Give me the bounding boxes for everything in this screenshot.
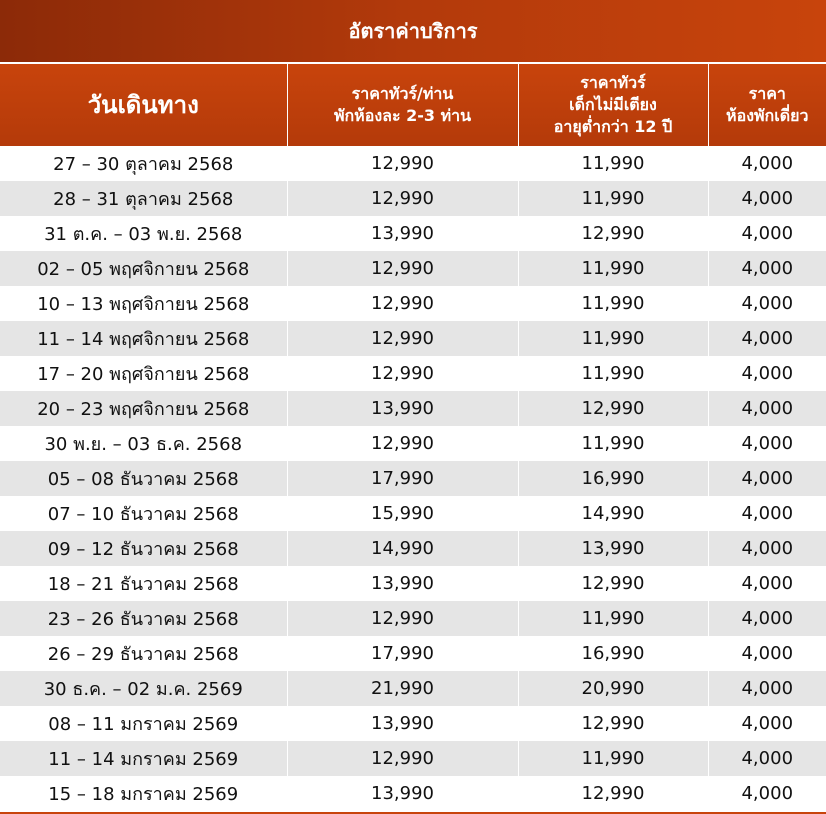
cell-travel-date: 28 – 31 ตุลาคม 2568: [0, 181, 287, 216]
table-row: [0, 566, 826, 601]
cell-adult-price: 12,990: [287, 321, 518, 356]
cell-travel-date: 18 – 21 ธันวาคม 2568: [0, 566, 287, 601]
cell-travel-date: 11 – 14 พฤศจิกายน 2568: [0, 321, 287, 356]
cell-travel-date: 02 – 05 พฤศจิกายน 2568: [0, 251, 287, 286]
table-row: [0, 356, 826, 391]
cell-child-price: 11,990: [518, 321, 708, 356]
header-child-price: [518, 64, 708, 146]
header-date: วันเดินทาง: [0, 64, 287, 146]
cell-child-price: 13,990: [518, 531, 708, 566]
cell-travel-date: 30 ธ.ค. – 02 ม.ค. 2569: [0, 671, 287, 706]
header-single-room: [708, 64, 826, 146]
cell-single-room-price: 4,000: [708, 706, 826, 741]
cell-child-price: 11,990: [518, 181, 708, 216]
cell-child-price: 12,990: [518, 706, 708, 741]
cell-travel-date: 27 – 30 ตุลาคม 2568: [0, 146, 287, 181]
cell-single-room-price: 4,000: [708, 426, 826, 461]
table-row: [0, 426, 826, 461]
cell-single-room-price: 4,000: [708, 146, 826, 181]
cell-adult-price: 13,990: [287, 706, 518, 741]
table-row: [0, 181, 826, 216]
table-row: [0, 776, 826, 811]
header-child-line: เด็กไม่มีเตียง: [569, 95, 657, 114]
cell-adult-price: 12,990: [287, 286, 518, 321]
cell-travel-date: 10 – 13 พฤศจิกายน 2568: [0, 286, 287, 321]
cell-single-room-price: 4,000: [708, 636, 826, 671]
cell-travel-date: 31 ต.ค. – 03 พ.ย. 2568: [0, 216, 287, 251]
table-row: [0, 671, 826, 706]
cell-child-price: 12,990: [518, 566, 708, 601]
cell-child-price: 20,990: [518, 671, 708, 706]
cell-travel-date: 23 – 26 ธันวาคม 2568: [0, 601, 287, 636]
cell-single-room-price: 4,000: [708, 391, 826, 426]
header-child-line: อายุต่ำกว่า 12 ปี: [553, 117, 673, 136]
cell-single-room-price: 4,000: [708, 251, 826, 286]
cell-child-price: 16,990: [518, 636, 708, 671]
cell-single-room-price: 4,000: [708, 321, 826, 356]
cell-single-room-price: 4,000: [708, 496, 826, 531]
cell-travel-date: 17 – 20 พฤศจิกายน 2568: [0, 356, 287, 391]
price-table: [0, 64, 826, 811]
cell-single-room-price: 4,000: [708, 356, 826, 391]
cell-single-room-price: 4,000: [708, 671, 826, 706]
table-row: [0, 321, 826, 356]
cell-adult-price: 17,990: [287, 636, 518, 671]
cell-single-room-price: 4,000: [708, 216, 826, 251]
table-row: [0, 531, 826, 566]
cell-travel-date: 08 – 11 มกราคม 2569: [0, 706, 287, 741]
cell-travel-date: 09 – 12 ธันวาคม 2568: [0, 531, 287, 566]
table-row: [0, 216, 826, 251]
cell-adult-price: 12,990: [287, 426, 518, 461]
cell-adult-price: 13,990: [287, 391, 518, 426]
cell-adult-price: 12,990: [287, 146, 518, 181]
header-single-line: ราคา: [748, 84, 786, 103]
cell-single-room-price: 4,000: [708, 461, 826, 496]
table-row: [0, 706, 826, 741]
cell-adult-price: 14,990: [287, 531, 518, 566]
cell-travel-date: 30 พ.ย. – 03 ธ.ค. 2568: [0, 426, 287, 461]
cell-single-room-price: 4,000: [708, 741, 826, 776]
cell-adult-price: 13,990: [287, 566, 518, 601]
cell-child-price: 11,990: [518, 601, 708, 636]
cell-child-price: 12,990: [518, 216, 708, 251]
cell-adult-price: 12,990: [287, 251, 518, 286]
cell-child-price: 11,990: [518, 286, 708, 321]
cell-adult-price: 12,990: [287, 601, 518, 636]
table-row: [0, 286, 826, 321]
cell-travel-date: 05 – 08 ธันวาคม 2568: [0, 461, 287, 496]
cell-child-price: 11,990: [518, 356, 708, 391]
cell-child-price: 11,990: [518, 741, 708, 776]
table-row: [0, 636, 826, 671]
header-row: [0, 64, 826, 146]
cell-travel-date: 07 – 10 ธันวาคม 2568: [0, 496, 287, 531]
header-adult-line: พักห้องละ 2-3 ท่าน: [333, 106, 472, 125]
table-row: [0, 461, 826, 496]
cell-child-price: 16,990: [518, 461, 708, 496]
header-child-line: ราคาทัวร์: [580, 73, 646, 92]
header-adult-line: ราคาทัวร์/ท่าน: [351, 84, 454, 103]
cell-single-room-price: 4,000: [708, 181, 826, 216]
cell-adult-price: 12,990: [287, 181, 518, 216]
table-row: [0, 391, 826, 426]
table-row: [0, 601, 826, 636]
cell-single-room-price: 4,000: [708, 776, 826, 811]
table-row: [0, 146, 826, 181]
cell-adult-price: 21,990: [287, 671, 518, 706]
cell-child-price: 11,990: [518, 426, 708, 461]
cell-child-price: 14,990: [518, 496, 708, 531]
cell-travel-date: 15 – 18 มกราคม 2569: [0, 776, 287, 811]
price-table-title: อัตราค่าบริการ: [0, 0, 826, 64]
cell-travel-date: 11 – 14 มกราคม 2569: [0, 741, 287, 776]
header-single-line: ห้องพักเดี่ยว: [726, 106, 809, 125]
cell-single-room-price: 4,000: [708, 531, 826, 566]
cell-travel-date: 26 – 29 ธันวาคม 2568: [0, 636, 287, 671]
cell-adult-price: 15,990: [287, 496, 518, 531]
table-row: [0, 496, 826, 531]
cell-adult-price: 13,990: [287, 216, 518, 251]
cell-travel-date: 20 – 23 พฤศจิกายน 2568: [0, 391, 287, 426]
header-adult-price: [287, 64, 518, 146]
cell-child-price: 12,990: [518, 776, 708, 811]
cell-adult-price: 17,990: [287, 461, 518, 496]
cell-child-price: 12,990: [518, 391, 708, 426]
cell-adult-price: 12,990: [287, 356, 518, 391]
table-row: [0, 251, 826, 286]
price-rows: [0, 146, 826, 811]
cell-single-room-price: 4,000: [708, 566, 826, 601]
cell-child-price: 11,990: [518, 251, 708, 286]
cell-adult-price: 13,990: [287, 776, 518, 811]
cell-single-room-price: 4,000: [708, 601, 826, 636]
cell-child-price: 11,990: [518, 146, 708, 181]
cell-single-room-price: 4,000: [708, 286, 826, 321]
table-row: [0, 741, 826, 776]
cell-adult-price: 12,990: [287, 741, 518, 776]
